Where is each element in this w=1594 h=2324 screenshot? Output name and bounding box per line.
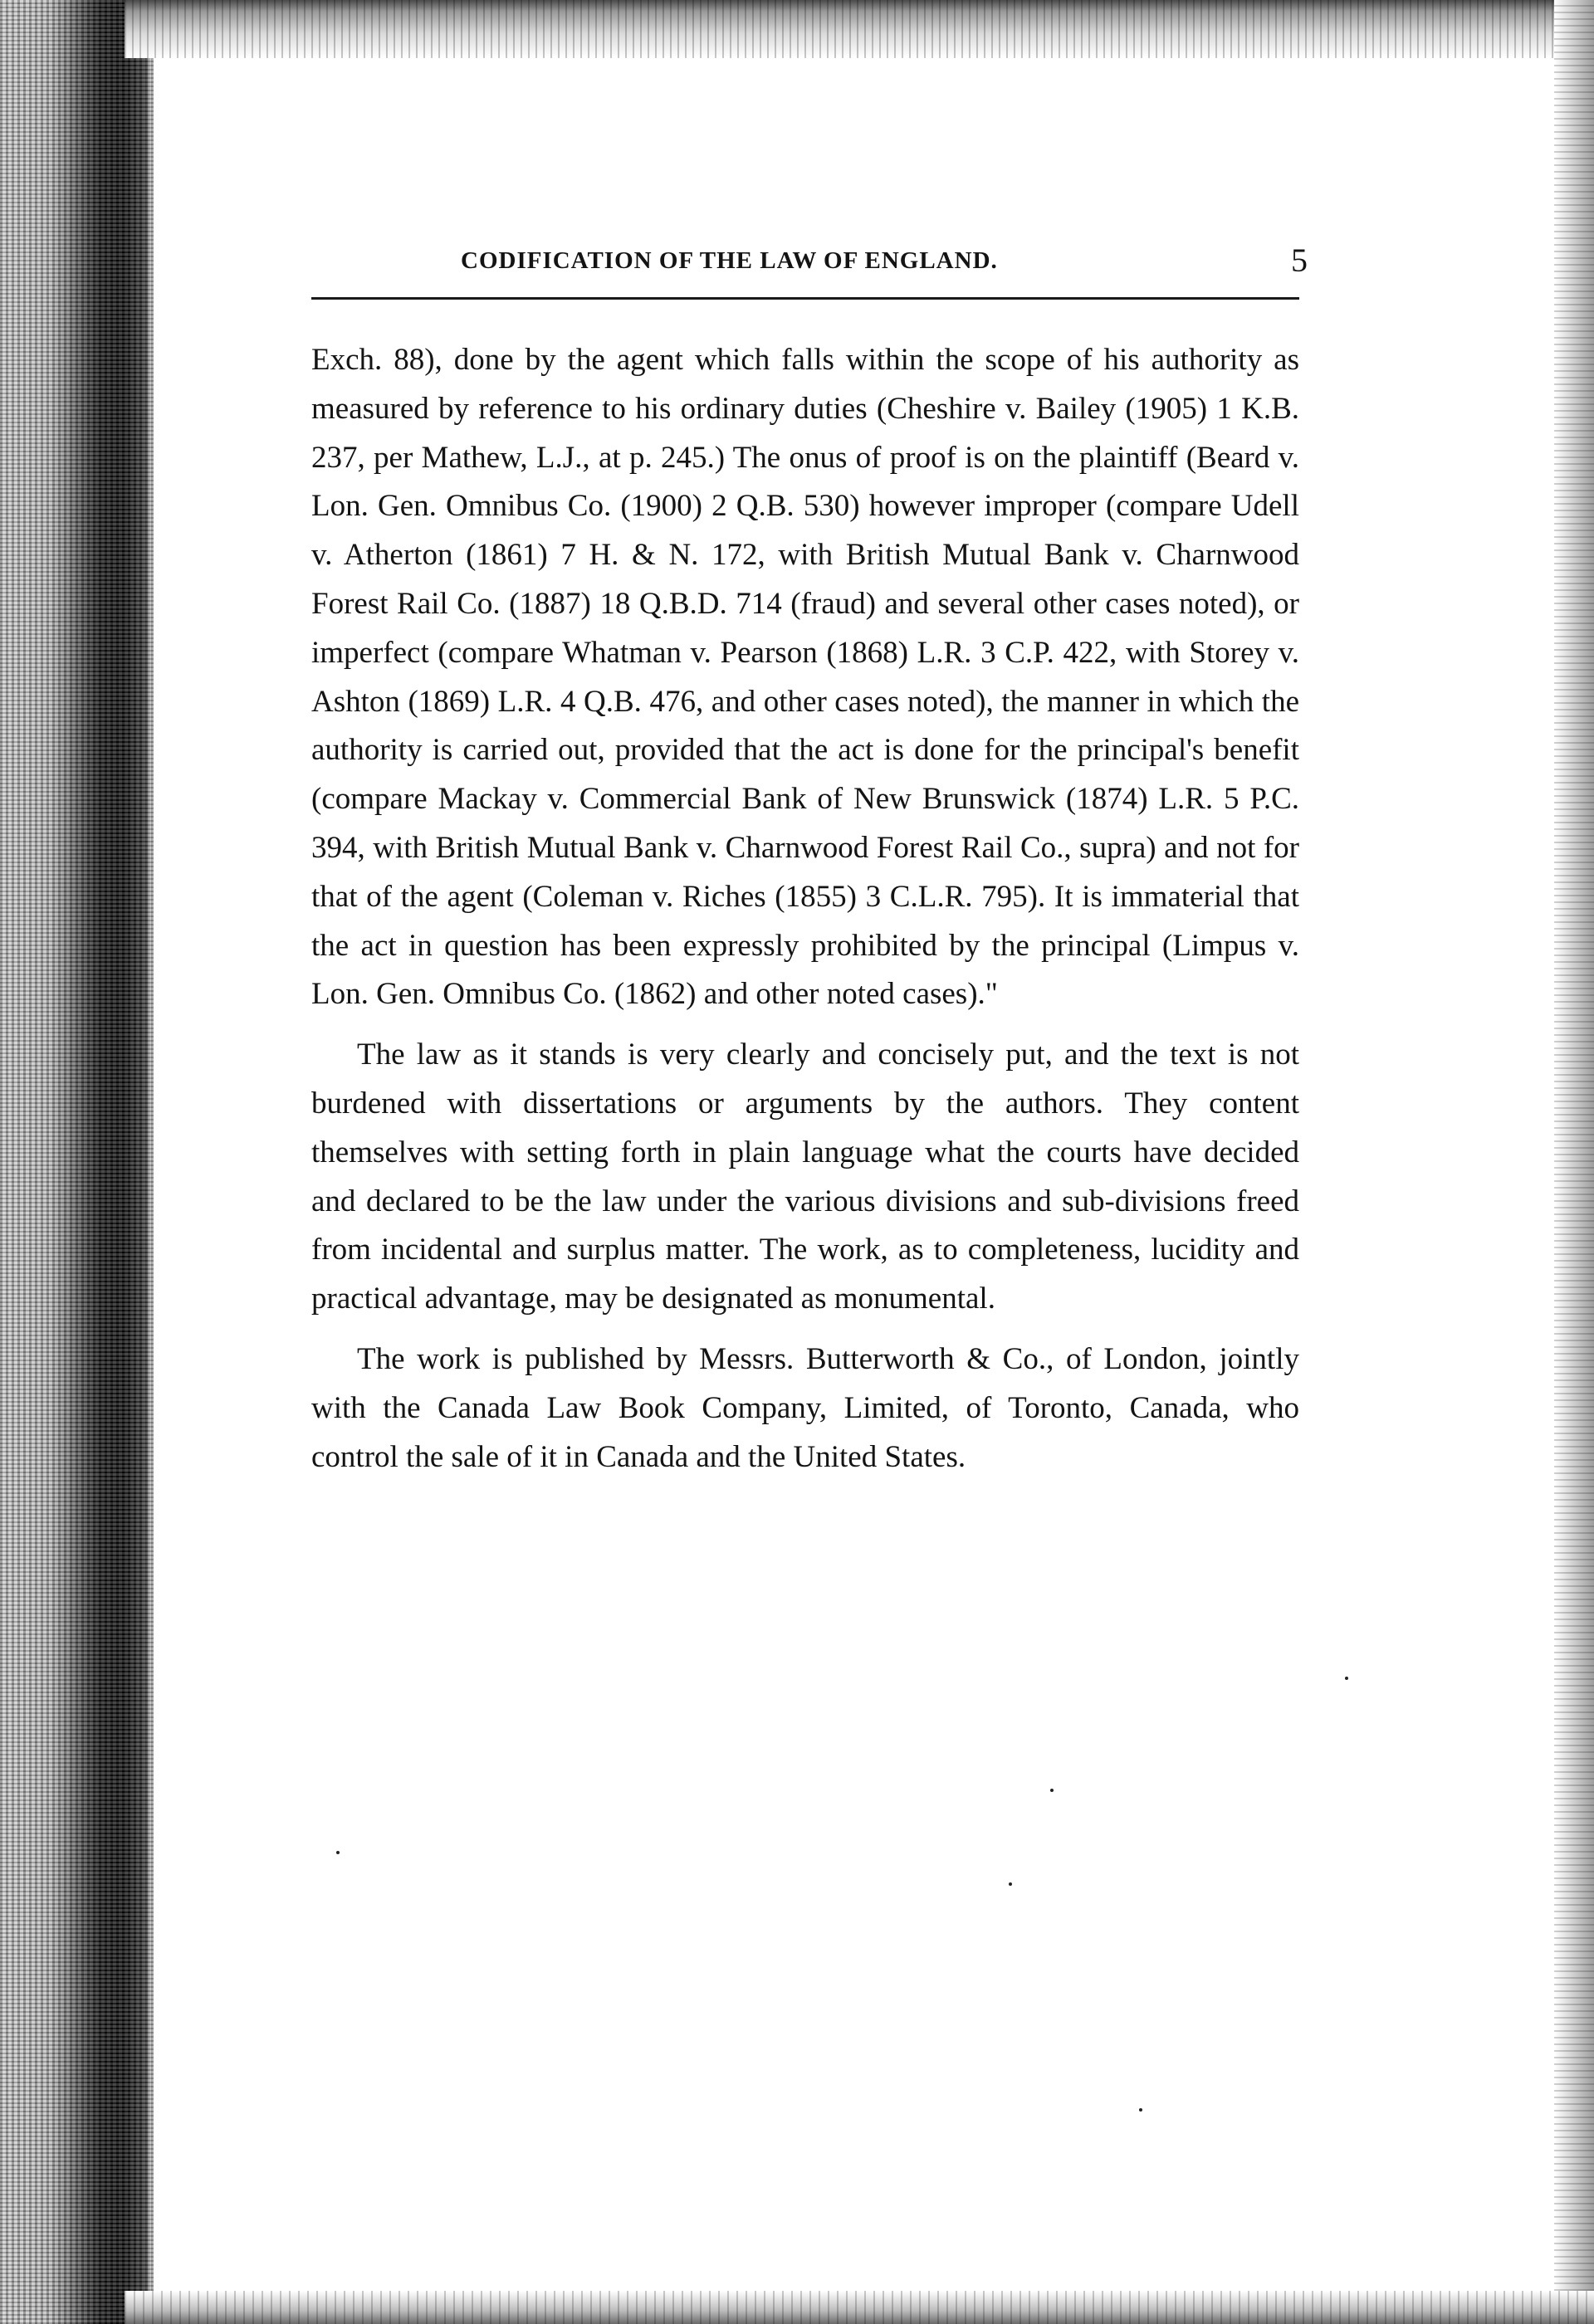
body-text <box>311 336 1299 1482</box>
paragraph-publisher: The work is published by Messrs. Butterworth & Co., of London, jointly with the Canada Law Book Company, Limited, of Toronto, Canada, who control the sale of it in Canada and the United States. <box>311 1341 1299 1474</box>
scan-shadow-bottom <box>125 2291 1594 2324</box>
scan-speck <box>336 1851 340 1854</box>
paragraph-case-citations: Exch. 88), done by the agent which falls within the scope of his authority as measured by reference to his ordinary duties (Cheshire v. Bailey (1905) 1 K.B. 237, per Mathew, L.J., at p. 245.) The onus of proof is on the plaintiff (Beard v. Lon. Gen. Omnibus Co. (1900) 2 Q.B. 530) however improper (compare Udell v. Atherton (1861) 7 H. & N. 172, with British Mutual Bank v. Charnwood Forest Rail Co. (1887) 18 Q.B.D. 714 (fraud) and several other cases noted), or imperfect (compare Whatman v. Pearson (1868) L.R. 3 C.P. 422, with Storey v. Ashton (1869) L.R. 4 Q.B. 476, and other cases noted), the manner in which the authority is carried out, provided that the act is done for the principal's benefit (compare Mackay v. Commercial Bank of New Brunswick (1874) L.R. 5 P.C. 394, with British Mutual Bank v. Charnwood Forest Rail Co., supra) and not for that of the agent (Coleman v. Riches (1855) 3 C.L.R. 795). It is immaterial that the act in question has been expressly prohibited by the principal (Limpus v. Lon. Gen. Omnibus Co. (1862) and other noted cases)." <box>311 343 1299 1012</box>
scan-speck <box>1050 1789 1054 1792</box>
running-head: CODIFICATION OF THE LAW OF ENGLAND. <box>461 247 998 274</box>
scan-shadow-left <box>0 0 154 2324</box>
scan-speck <box>1139 2108 1142 2112</box>
scan-shadow-right <box>1554 0 1594 2324</box>
page-number: 5 <box>1291 242 1308 279</box>
scan-speck <box>1009 1882 1012 1886</box>
page-header <box>311 241 1308 290</box>
header-rule <box>311 297 1299 300</box>
scan-shadow-top <box>125 0 1594 58</box>
paragraph-review: The law as it stands is very clearly and concisely put, and the text is not burdened with dissertations or arguments by the authors. They content themselves with setting forth in plain language what the courts have decided and declared to be the law under the various divisions and sub-divisions freed from incidental and surplus matter. The work, as to completeness, lucidity and practical advantage, may be designated as monumental. <box>311 1038 1299 1316</box>
scan-speck <box>1345 1677 1348 1680</box>
